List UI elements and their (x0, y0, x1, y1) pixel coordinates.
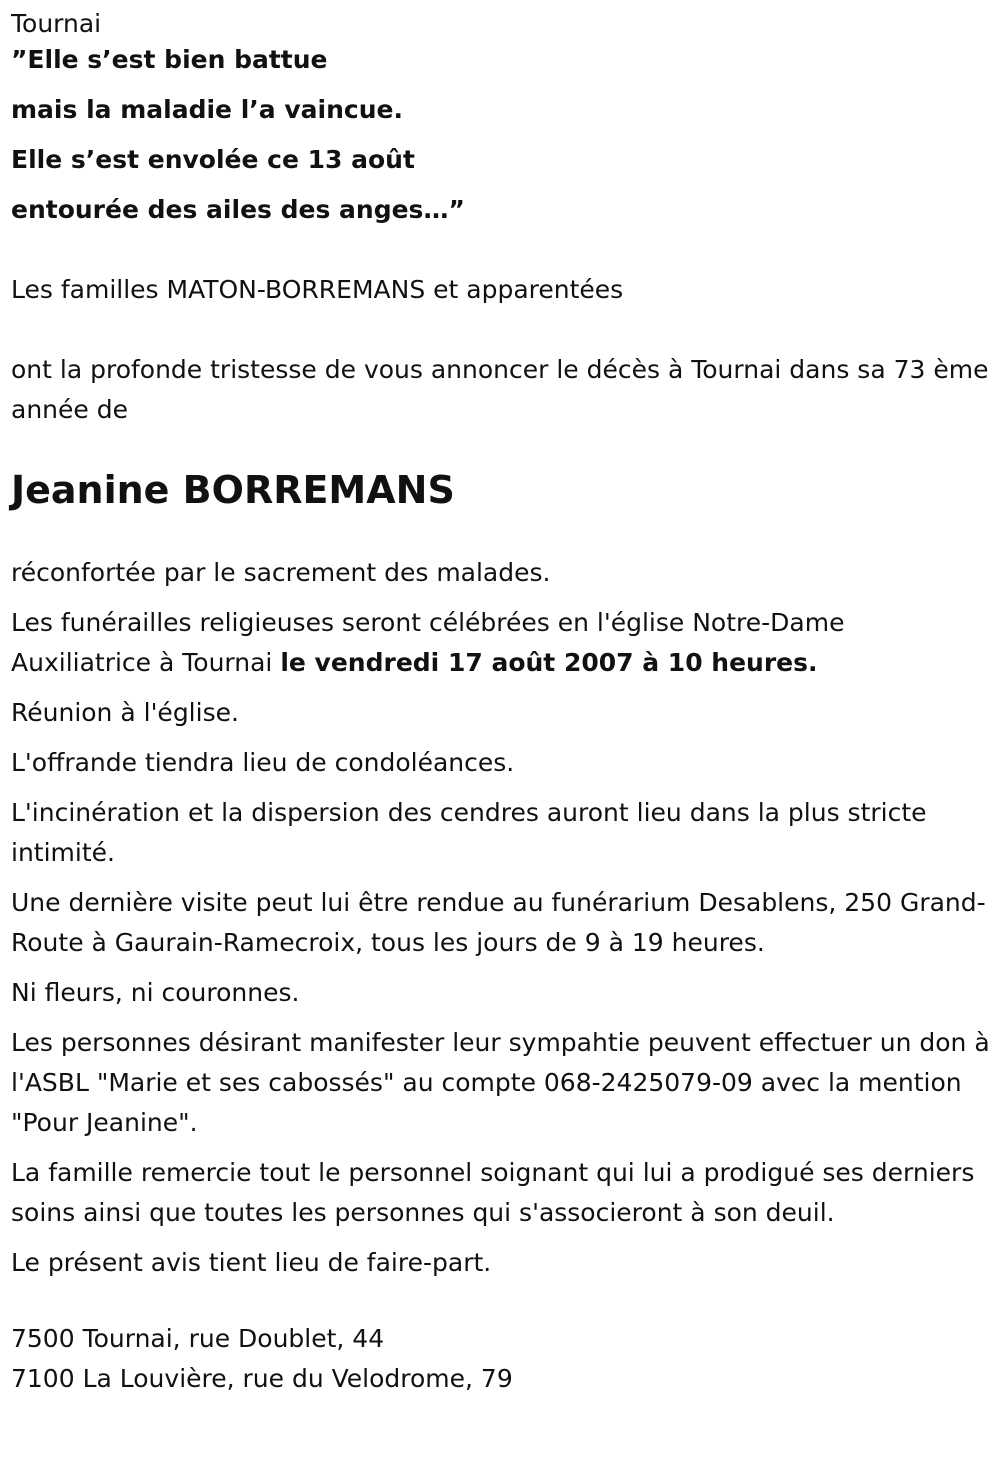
obituary-document (11, 4, 991, 1399)
thanks-text: La famille remercie tout le personnel soignant qui lui a prodigué ses derniers soins ainsi que toutes les personnes qui s'associeront à son deuil. (11, 1158, 975, 1227)
location-header: Tournai (11, 9, 102, 38)
quote-line: entourée des ailes des anges…” (11, 195, 465, 224)
funeral-details: Les funérailles religieuses seront célébrées en l'église Notre-Dame Auxiliatrice à Tournai (11, 608, 845, 677)
notice-text: Le présent avis tient lieu de faire-part. (11, 1248, 492, 1277)
donation-text: Les personnes désirant manifester leur sympahtie peuvent effectuer un don à l'ASBL "Marie et ses cabossés" au compte 068-2425079-09 avec la mention "Pour Jeanine". (11, 1028, 990, 1137)
quote-line: mais la maladie l’a vaincue. (11, 95, 403, 124)
quote-block (11, 35, 991, 235)
address-line: 7100 La Louvière, rue du Velodrome, 79 (11, 1364, 513, 1393)
visit-text: Une dernière visite peut lui être rendue au funérarium Desablens, 250 Grand-Route à Gaurain-Ramecroix, tous les jours de 9 à 19 heures. (11, 888, 986, 957)
cremation-text: L'incinération et la dispersion des cendres auront lieu dans la plus stricte intimité. (11, 798, 927, 867)
quote-line: ”Elle s’est bien battue (11, 45, 328, 74)
offering-text: L'offrande tiendra lieu de condoléances. (11, 748, 515, 777)
families-line: Les familles MATON-BORREMANS et apparentées (11, 275, 624, 304)
announcement-text: ont la profonde tristesse de vous annoncer le décès à Tournai dans sa 73 ème année de (11, 355, 989, 424)
sacrament-text: réconfortée par le sacrement des malades. (11, 558, 551, 587)
address-block (11, 1319, 991, 1399)
funeral-date: le vendredi 17 août 2007 à 10 heures. (280, 648, 818, 677)
address-line: 7500 Tournai, rue Doublet, 44 (11, 1324, 385, 1353)
meeting-text: Réunion à l'église. (11, 698, 239, 727)
flowers-text: Ni fleurs, ni couronnes. (11, 978, 300, 1007)
funeral-text (11, 603, 991, 683)
quote-line: Elle s’est envolée ce 13 août (11, 145, 415, 174)
deceased-name: Jeanine BORREMANS (11, 468, 455, 512)
